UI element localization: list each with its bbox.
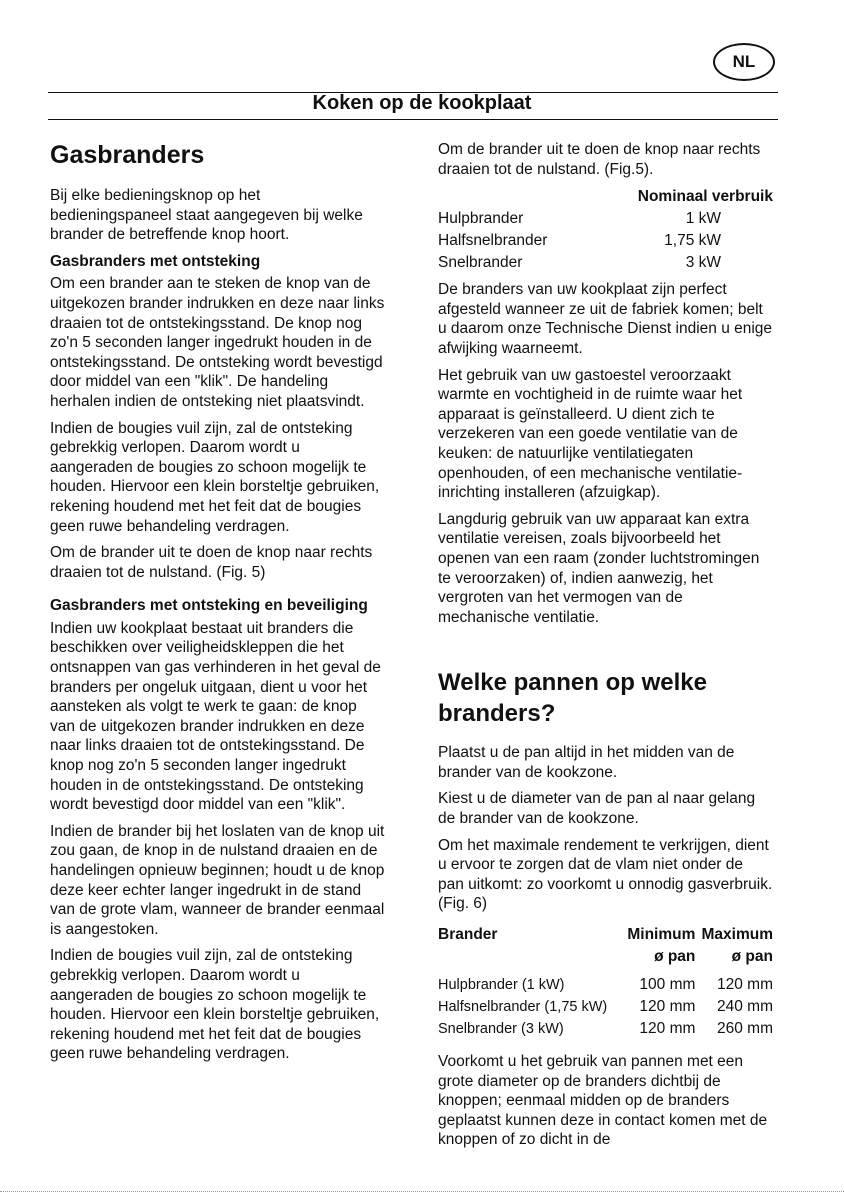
paragraph: Plaatst u de pan altijd in het midden van de brander van de kookzone.	[438, 744, 735, 781]
burner-name: Snelbrander	[438, 254, 523, 272]
max-diameter: 260 mm	[717, 1020, 773, 1038]
table-row	[438, 974, 773, 996]
subsection-title-beveiliging: Gasbranders met ontsteking en beveiliging	[50, 597, 368, 615]
paragraph: Om de brander uit te doen de knop naar rechts draaien tot de nulstand. (Fig. 5)	[50, 544, 373, 581]
paragraph: Het gebruik van uw gastoestel veroorzaakt warmte en vochtigheid in de ruimte waar het apparaat is geïnstalleerd. U dient zich te verzekeren van een goede ventilatie van de keuken: de natuurlijke ventilatiegaten openhouden, of een mechanische ventilatie-inrichting installeren (afzuigkap).	[438, 366, 743, 502]
paragraph: Langdurig gebruik van uw apparaat kan extra ventilatie vereisen, zoals bijvoorbeeld het openen van een raam (zonder luchtstromingen te veroorzaken) of, indien aanwezig, het vergroten van het vermogen van de mechanische ventilatie.	[438, 510, 760, 626]
paragraph: Indien de brander bij het loslaten van de knop uit zou gaan, de knop in de nulstand draaien en de handelingen opnieuw beginnen; houdt u de knop deze keer echter langer ingedrukt in de stand van de grote vlam, wanneer de brander eenmaal is aangestoken.	[50, 822, 385, 938]
page-header-title: Koken op de kookplaat	[312, 92, 532, 114]
paragraph: Indien uw kookplaat bestaat uit branders die beschikken over veiligheidskleppen die het ontsnappen van gas verhinderen in het geval de branders per ongeluk uitgaan, dient u voor het aansteken als volgt te werk te gaan: de knop van de uitgekozen brander indrukken en deze naar links draaien tot de ontstekingsstand. De knop nog zo'n 5 seconden langer ingedrukt houden in de ontstekingsstand. De ontsteking wordt bevestigd door middel van een "klik".	[50, 619, 381, 814]
section-title-pannen: Welke pannen op welke branders?	[438, 669, 707, 728]
paragraph: Indien de bougies vuil zijn, zal de ontsteking gebrekkig verlopen. Daarom wordt u aangeraden de bougies zo schoon mogelijk te houden. Hiervoor een klein borsteltje gebruiken, rekening houdend met het feit dat de bougies geen ruwe behandeling verdragen.	[50, 947, 380, 1063]
burner-name: Hulpbrander	[438, 210, 524, 228]
table-row	[438, 1018, 773, 1040]
burner-name: Snelbrander (3 kW)	[438, 1021, 564, 1038]
table-row	[438, 996, 773, 1018]
paragraph: De branders van uw kookplaat zijn perfect afgesteld wanneer ze uit de fabriek komen; belt u daarom onze Technische Dienst indien u enige afwijking waarneemt.	[438, 281, 773, 357]
table-row	[438, 208, 773, 230]
col-subheader-min: ø pan	[654, 948, 696, 966]
burner-value: 1,75 kW	[664, 232, 721, 250]
table-row	[438, 252, 773, 274]
col-subheader-max: ø pan	[731, 948, 773, 966]
burner-value: 3 kW	[685, 254, 721, 272]
page-bottom-edge	[0, 1191, 844, 1192]
section-title-gasbranders: Gasbranders	[50, 141, 205, 169]
burner-name: Halfsnelbrander (1,75 kW)	[438, 999, 608, 1016]
max-diameter: 120 mm	[717, 976, 773, 994]
header-rule-bottom	[48, 119, 778, 120]
table-row	[438, 230, 773, 252]
pan-size-table	[438, 924, 773, 1040]
paragraph: Indien de bougies vuil zijn, zal de ontsteking gebrekkig verlopen. Daarom wordt u aangeraden de bougies zo schoon mogelijk te houden. Hiervoor een klein borsteltje gebruiken, rekening houdend met het feit dat de bougies geen ruwe behandeling verdragen.	[50, 419, 380, 535]
language-badge	[713, 43, 775, 81]
intro-paragraph: Bij elke bedieningsknop op het bedieningspaneel staat aangegeven bij welke brander de betreffende knop hoort.	[50, 187, 363, 244]
consumption-table	[438, 186, 773, 274]
burner-name: Hulpbrander (1 kW)	[438, 977, 565, 994]
consumption-header: Nominaal verbruik	[637, 188, 773, 206]
burner-value: 1 kW	[685, 210, 721, 228]
col-header-maximum: Maximum	[701, 926, 773, 944]
min-diameter: 120 mm	[639, 1020, 696, 1038]
paragraph: Om de brander uit te doen de knop naar rechts draaien tot de nulstand. (Fig.5).	[438, 141, 761, 178]
left-column	[50, 140, 385, 1071]
table-header-row	[438, 924, 773, 946]
table-header-row	[438, 946, 773, 968]
col-header-minimum: Minimum	[627, 926, 696, 944]
burner-name: Halfsnelbrander	[438, 232, 548, 250]
paragraph: Om het maximale rendement te verkrijgen, dient u ervoor te zorgen dat de vlam niet onder de pan uitkomt: zo voorkomt u onnodig gasverbruik. (Fig. 6)	[438, 836, 773, 913]
col-header-brander: Brander	[438, 926, 498, 944]
min-diameter: 100 mm	[639, 976, 696, 994]
paragraph: Kiest u de diameter van de pan al naar gelang de brander van de kookzone.	[438, 790, 756, 828]
paragraph: Voorkomt u het gebruik van pannen met een grote diameter op de branders dichtbij de knoppen; eenmaal midden op de branders geplaatst kunnen deze in contact komen met de knoppen of zo dicht in de	[438, 1053, 768, 1149]
max-diameter: 240 mm	[717, 998, 773, 1016]
paragraph: Om een brander aan te steken de knop van de uitgekozen brander indrukken en deze naar links draaien tot de ontstekingsstand. De knop nog zo'n 5 seconden langer ingedrukt houden in de ontstekingsstand. De ontsteking wordt bevestigd door middel van een "klik". De handeling herhalen indien de ontsteking niet plaatsvindt.	[50, 275, 385, 410]
language-label: NL	[732, 52, 756, 71]
right-column	[438, 140, 773, 1157]
min-diameter: 120 mm	[639, 998, 696, 1016]
subsection-title-ontsteking: Gasbranders met ontsteking	[50, 252, 261, 270]
